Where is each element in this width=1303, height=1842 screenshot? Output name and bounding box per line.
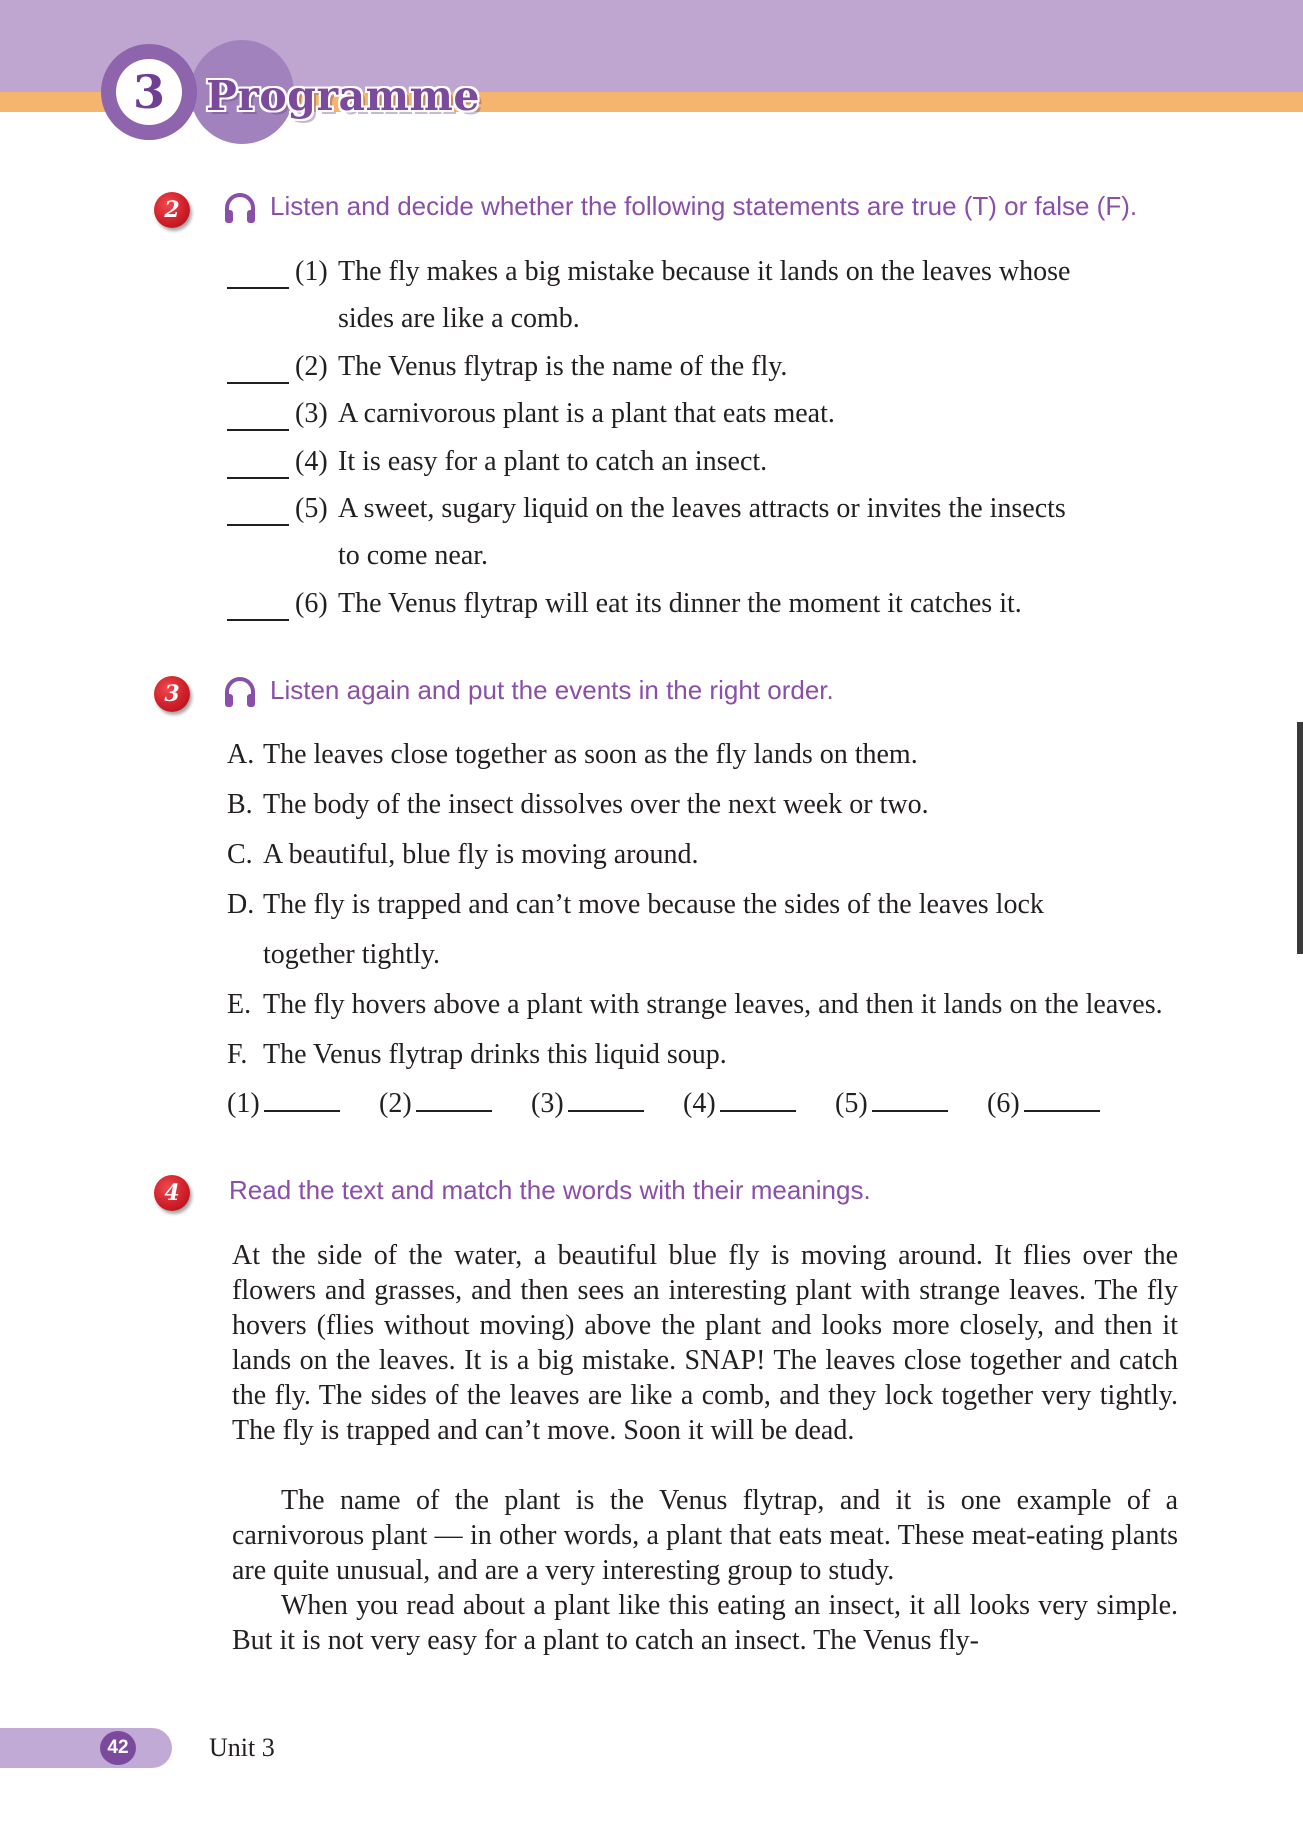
event-text: The fly is trapped and can’t move because the sides of the leaves lock	[263, 889, 1044, 920]
exercise-2-number: 2	[154, 192, 190, 228]
statement-text: The Venus flytrap will eat its dinner the moment it catches it.	[338, 588, 1022, 619]
event-letter: D.	[227, 889, 255, 920]
statement-number: (6)	[295, 588, 328, 619]
order-slot[interactable]: (1)	[227, 1087, 340, 1121]
reading-paragraph: When you read about a plant like this eating an insect, it all looks very simple. But it is not very easy for a plant to catch an insect. The Venus fly-	[232, 1590, 1178, 1656]
statement-number: (2)	[295, 351, 328, 382]
section-title: Programme	[206, 72, 480, 120]
event-letter: C.	[227, 839, 253, 870]
headphones-icon	[222, 674, 258, 710]
exercise-2-instruction: Listen and decide whether the following statements are true (T) or false (F).	[270, 191, 1138, 221]
event-letter: E.	[227, 989, 252, 1020]
statement-number: (1)	[295, 256, 328, 287]
statement-number: (5)	[295, 493, 328, 524]
reading-paragraph: At the side of the water, a beautiful blue fly is moving around. It flies over the flowers and grasses, and then sees an interesting plant with strange leaves. The fly hovers (flies without moving) above the plant and looks more closely, and then it lands on the leaves. It is a big mistake. SNAP! The leaves close together and catch the fly. The sides of the leaves are like a comb, and they lock together very tightly. The fly is trapped and can’t move. Soon it will be dead.	[232, 1240, 1178, 1446]
statement-number: (3)	[295, 398, 328, 429]
statement-text: The fly makes a big mistake because it lands on the leaves whose	[338, 256, 1071, 287]
answer-blank-3[interactable]	[227, 429, 289, 431]
event-letter: F.	[227, 1039, 248, 1070]
event-letter: A.	[227, 739, 255, 770]
statement-text: The Venus flytrap is the name of the fly.	[338, 351, 788, 382]
unit-label: Unit 3	[209, 1733, 275, 1762]
answer-blank-6[interactable]	[227, 619, 289, 621]
exercise-4-number: 4	[154, 1175, 190, 1211]
event-text: together tightly.	[263, 939, 441, 970]
headphones-icon	[222, 190, 258, 226]
statement-number: (4)	[295, 446, 328, 477]
answer-blank-5[interactable]	[227, 524, 289, 526]
edge-mark	[1297, 722, 1303, 954]
exercise-4-instruction: Read the text and match the words with their meanings.	[229, 1175, 871, 1205]
statement-text: A sweet, sugary liquid on the leaves attracts or invites the insects	[338, 493, 1066, 524]
footer-bar	[0, 1728, 172, 1768]
order-slot[interactable]: (4)	[683, 1087, 796, 1121]
page-number: 42	[100, 1731, 136, 1765]
order-slot[interactable]: (5)	[835, 1087, 948, 1121]
exercise-3-number: 3	[154, 676, 190, 712]
answer-blank-1[interactable]	[227, 287, 289, 289]
order-slot[interactable]: (3)	[531, 1087, 644, 1121]
statement-text: sides are like a comb.	[338, 303, 580, 334]
answer-blank-4[interactable]	[227, 477, 289, 479]
event-text: The fly hovers above a plant with strange leaves, and then it lands on the leaves.	[263, 989, 1163, 1020]
event-text: The body of the insect dissolves over the next week or two.	[263, 789, 929, 820]
event-text: The Venus flytrap drinks this liquid soup.	[263, 1039, 727, 1070]
exercise-3-instruction: Listen again and put the events in the right order.	[270, 675, 834, 705]
unit-badge	[101, 44, 197, 140]
order-slot[interactable]: (6)	[987, 1087, 1100, 1121]
answer-blank-2[interactable]	[227, 382, 289, 384]
event-text: The leaves close together as soon as the fly lands on them.	[263, 739, 918, 770]
order-slot[interactable]: (2)	[379, 1087, 492, 1121]
statement-text: A carnivorous plant is a plant that eats meat.	[338, 398, 835, 429]
event-letter: B.	[227, 789, 253, 820]
event-text: A beautiful, blue fly is moving around.	[263, 839, 699, 870]
unit-number: 3	[132, 65, 165, 119]
statement-text: It is easy for a plant to catch an insect.	[338, 446, 768, 477]
statement-text: to come near.	[338, 540, 489, 571]
reading-paragraph: The name of the plant is the Venus flytrap, and it is one example of a carnivorous plant — in other words, a plant that eats meat. These meat-eating plants are quite unusual, and are a very interesting group to study.	[232, 1485, 1178, 1586]
